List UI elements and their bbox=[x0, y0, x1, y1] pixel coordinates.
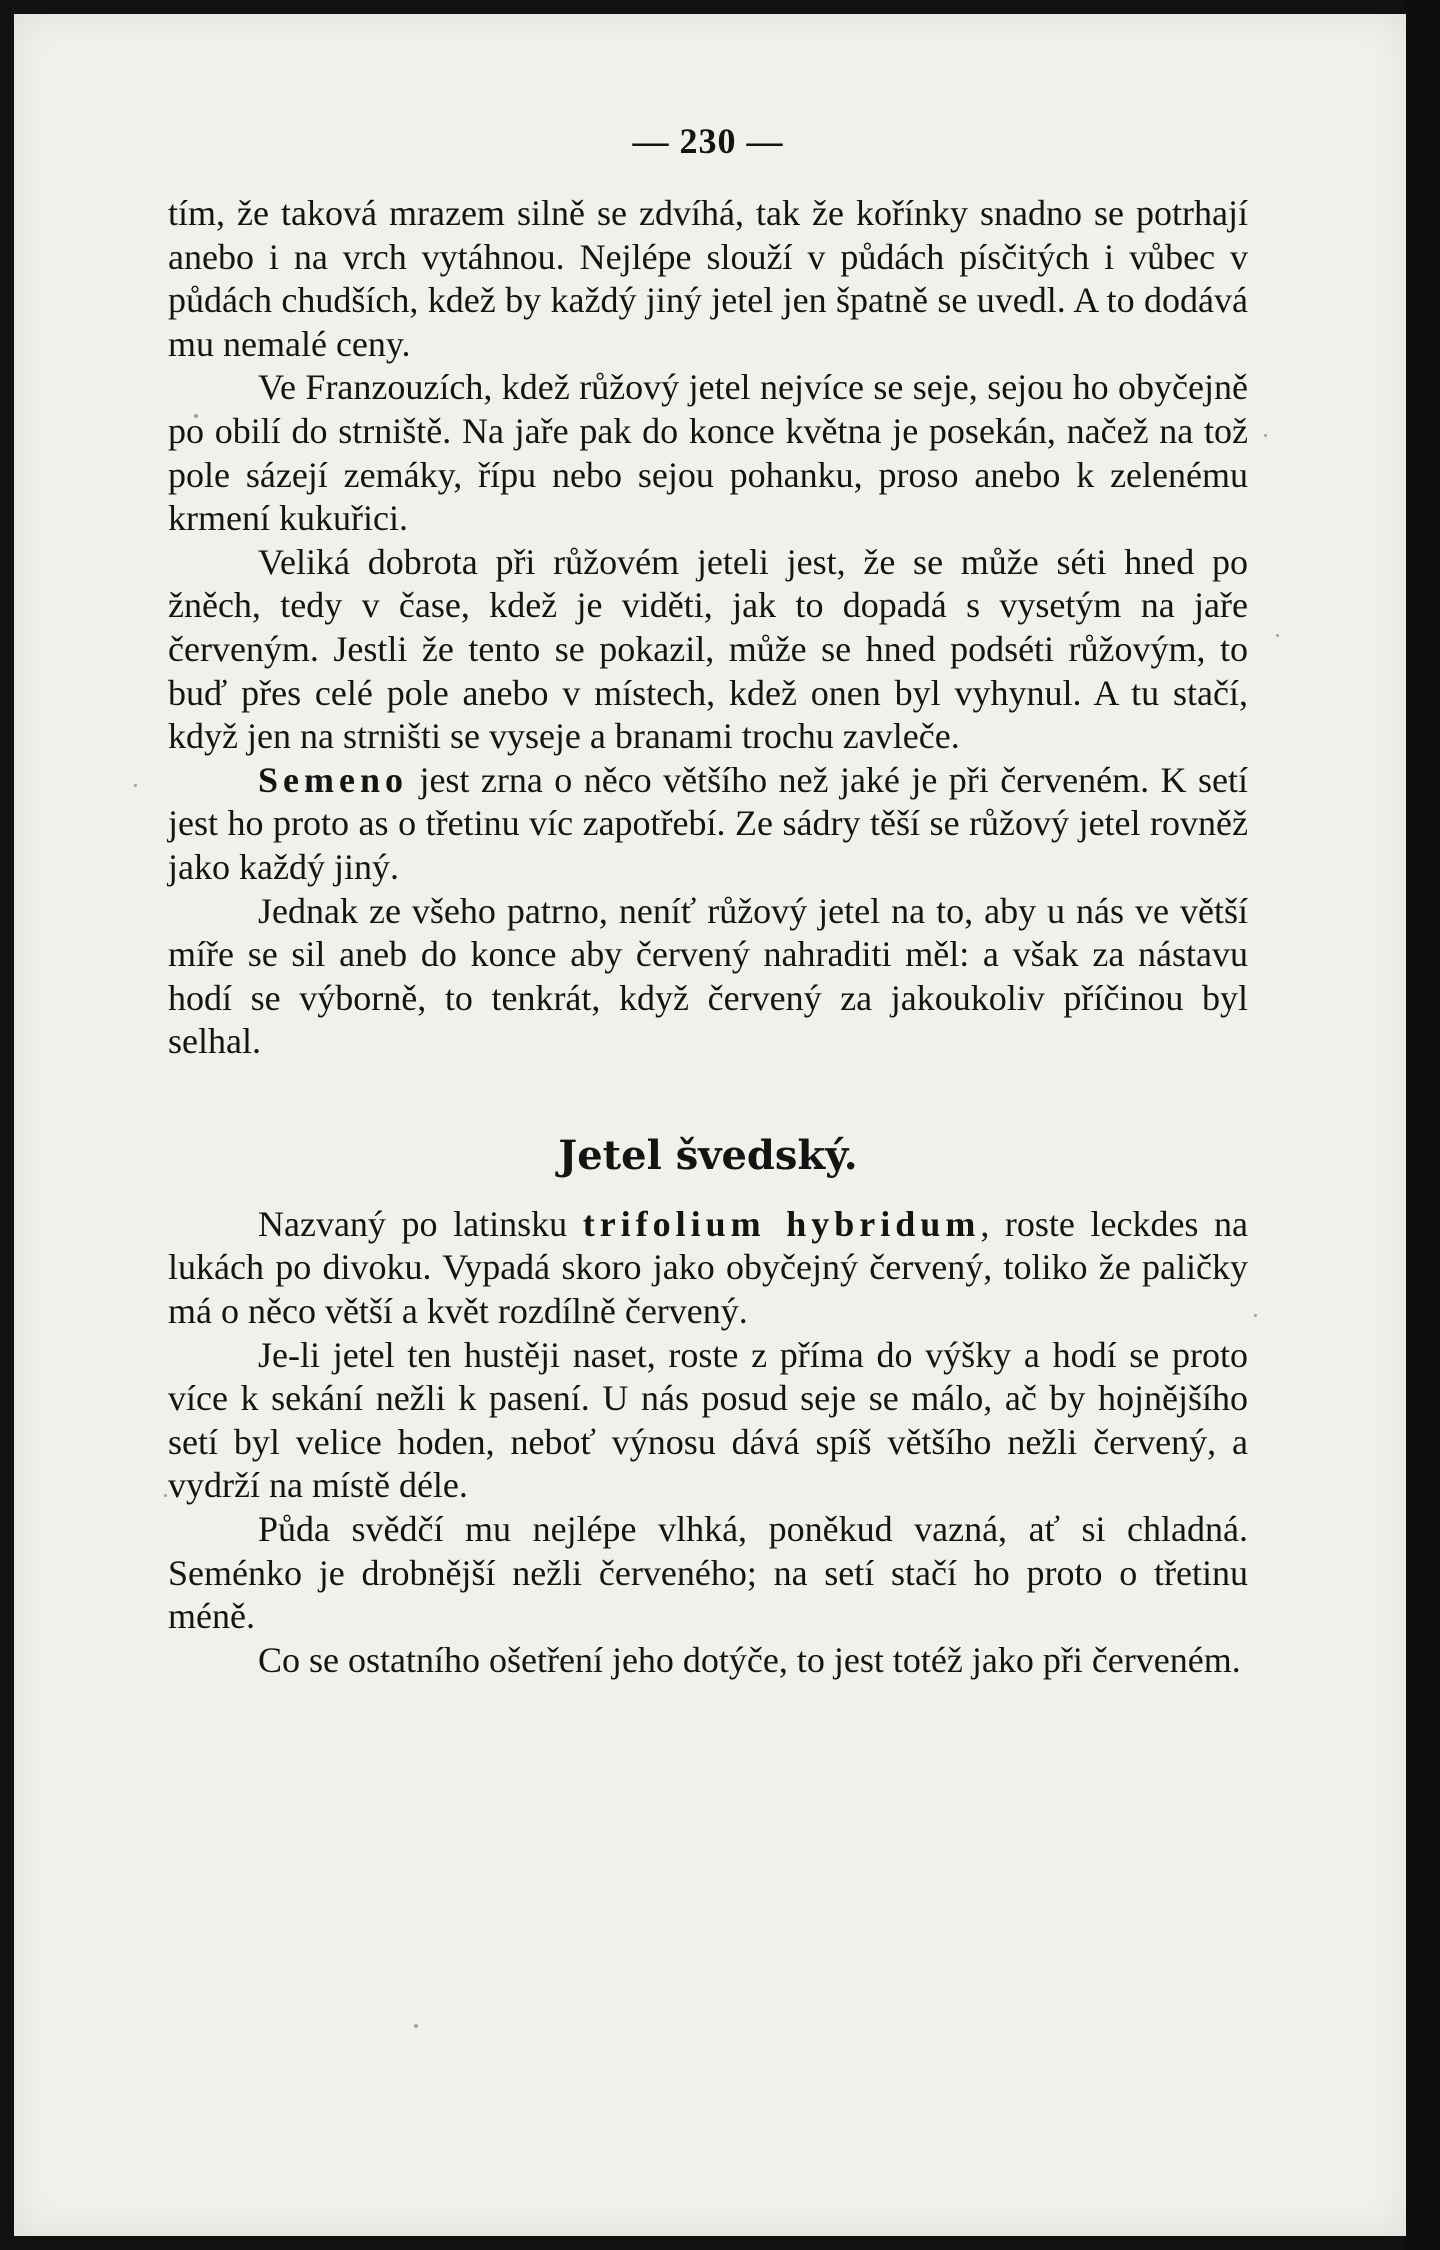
paper-speck bbox=[414, 2024, 418, 2028]
paragraph-8: Půda svědčí mu nejlépe vlhká, poněkud vazná, ať si chladná. Seménko je drobnější nežli červeného; na setí stačí ho proto o třetinu méně. bbox=[168, 1509, 1248, 1637]
paragraph-7: Je-li jetel ten hustěji naset, roste z příma do výšky a hodí se proto více k sekání nežli k pasení. U nás posud seje se málo, ač by hojnějšího setí byl velice hoden, neboť výnosu dává spíš většího nežli červený, a vydrží na místě déle. bbox=[168, 1334, 1248, 1506]
paragraph-5: Jednak ze všeho patrno, neníť růžový jetel na to, aby u nás ve větší míře se sil aneb do konce aby červený nahraditi měl: a však za nástavu hodí se výborně, to tenkrát, když červený za jakoukoliv příčinou byl selhal. bbox=[168, 890, 1248, 1062]
section-heading: Jetel švedský. bbox=[558, 1131, 858, 1179]
paragraph-2: Ve Franzouzích, kdež růžový jetel nejvíce se seje, sejou ho obyčejně po obilí do strniště. Na jaře pak do konce května je posekán, načež na tož pole sázejí zemáky, řípu nebo sejou pohanku, proso anebo k zelenému krmení kukuřici. bbox=[168, 367, 1248, 539]
latin-name: trifolium hybridum bbox=[582, 1203, 981, 1244]
paragraph-1: tím, že taková mrazem silně se zdvíhá, tak že kořínky snadno se potrhají anebo i na vrch vytáhnou. Nejlépe slouží v půdách písčitých i vůbec v půdách chudších, kdež by každý jiný jetel jen špatně se uvedl. A to dodává mu nemalé ceny. bbox=[168, 193, 1248, 364]
paper-speck bbox=[1254, 1314, 1257, 1317]
paragraph-6-after: , roste leckdes na lukách po divoku. Vypadá skoro jako obyčejný červený, toliko že paličky má o něco větší a květ rozdílně červený. bbox=[168, 1203, 1249, 1332]
paragraph-4 bbox=[168, 759, 1248, 890]
paper-speck bbox=[134, 784, 137, 787]
page-content bbox=[168, 120, 1248, 1682]
emphasis-term: Semeno bbox=[258, 759, 408, 800]
paragraph-6 bbox=[168, 1203, 1248, 1334]
paragraph-3: Veliká dobrota při růžovém jeteli jest, že se může séti hned po žněch, tedy v čase, kdež je viděti, jak to dopadá s vysetým na jaře červeným. Jestli že tento se pokazil, může se hned podséti růžovým, to buď přes celé pole anebo v místech, kdež onen byl vyhynul. A tu stačí, když jen na strništi se vyseje a branami trochu zavleče. bbox=[168, 541, 1248, 757]
paragraph-4-text: jest zrna o něco většího než jaké je při červeném. K setí jest ho proto as o třetinu víc zapotřebí. Ze sádry těší se růžový jetel rovněž jako každý jiný. bbox=[168, 759, 1248, 887]
paper-speck bbox=[1276, 634, 1279, 637]
scan-right-border bbox=[1406, 0, 1440, 2250]
page-number: — 230 — bbox=[632, 121, 784, 161]
paragraph-9: Co se ostatního ošetření jeho dotýče, to jest totéž jako při červeném. bbox=[258, 1639, 1241, 1680]
paragraph-6-before: Nazvaný po latinsku bbox=[258, 1203, 583, 1244]
paper-speck bbox=[164, 1494, 167, 1497]
paper-speck bbox=[1264, 434, 1267, 437]
